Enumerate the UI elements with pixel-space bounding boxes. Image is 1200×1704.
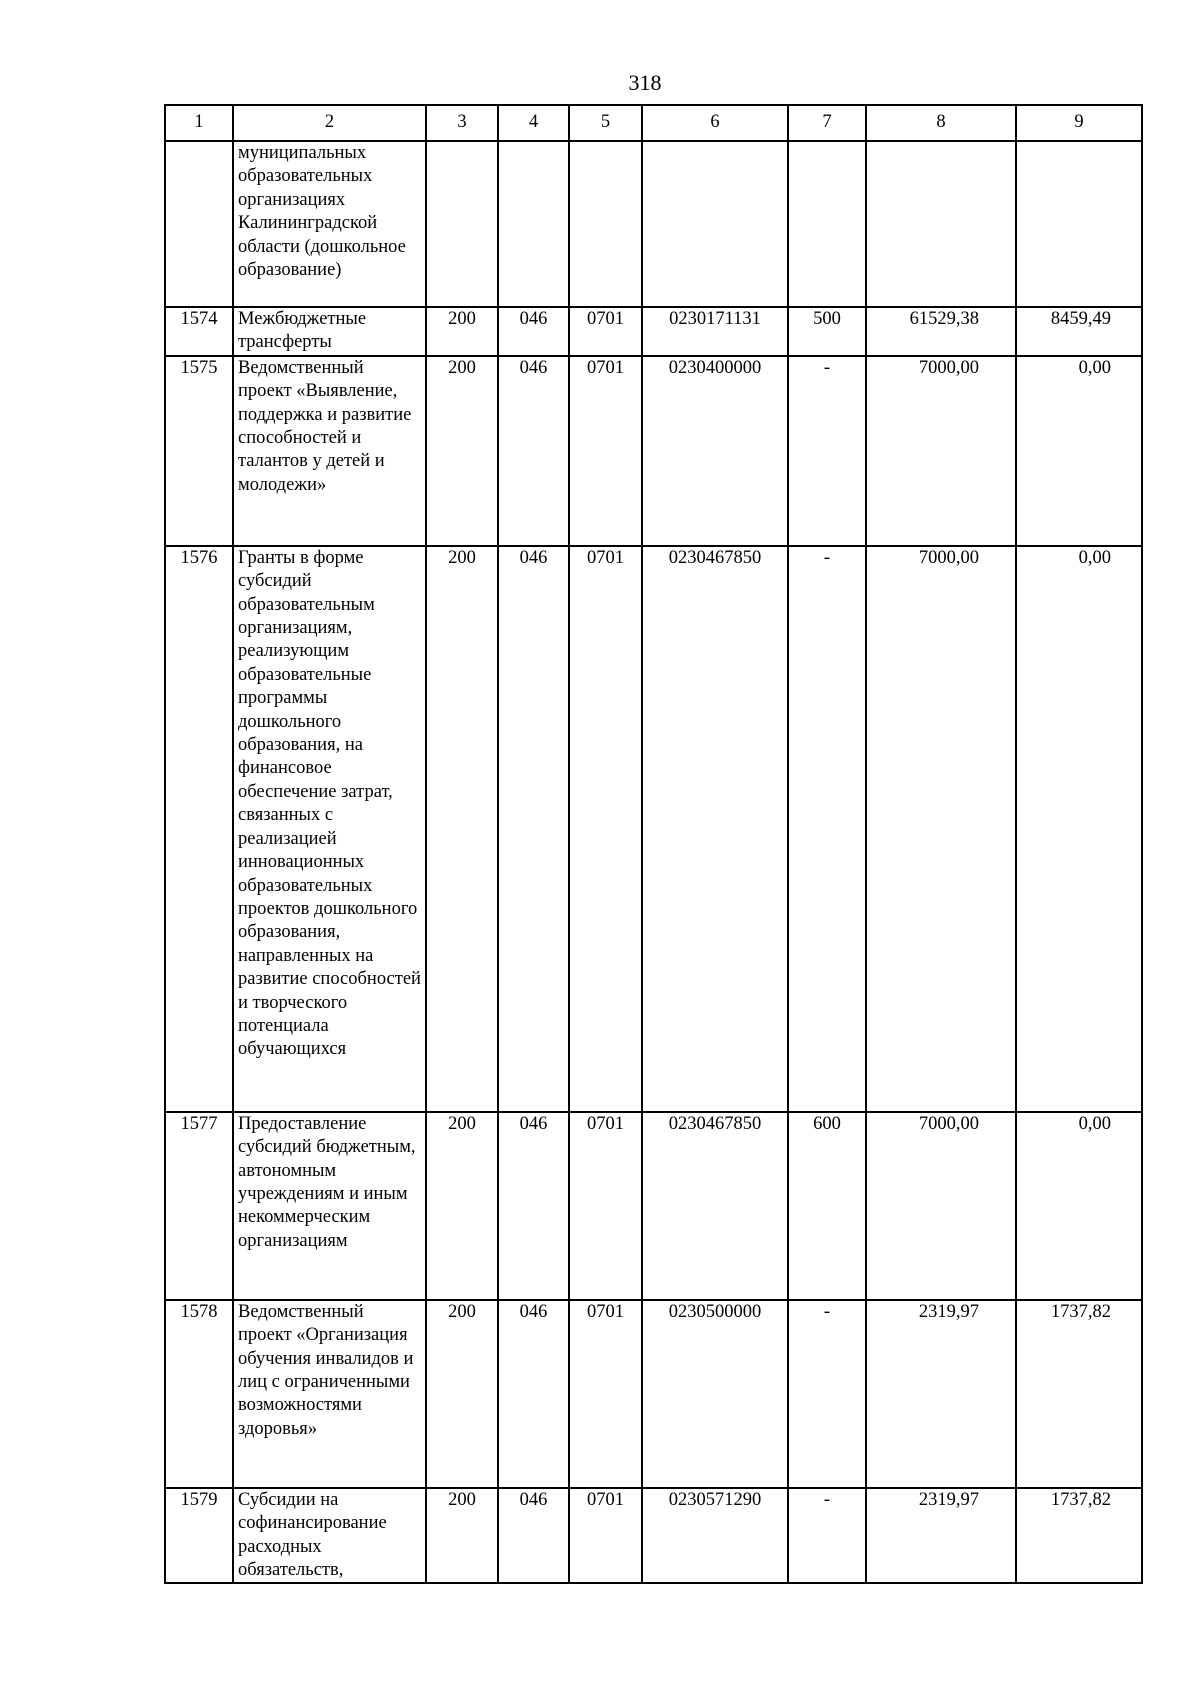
row-number: 1578 [165,1300,233,1488]
cell-col8: 7000,00 [866,546,1016,1112]
column-header: 4 [498,105,569,141]
cell-col7: 600 [788,1112,866,1300]
cell-col6: 0230171131 [642,307,788,356]
budget-table [164,104,1143,1584]
cell-col6: 0230500000 [642,1300,788,1488]
table-row [165,356,1142,546]
cell-col3: 200 [426,546,498,1112]
table-row [165,546,1142,1112]
row-number: 1579 [165,1488,233,1584]
cell-col8: 2319,97 [866,1300,1016,1488]
table-row [165,307,1142,356]
cell-col3: 200 [426,1112,498,1300]
cell-col8: 7000,00 [866,356,1016,546]
cell-col5: 0701 [569,546,642,1112]
row-description: муниципальных образовательных организациях Калининградской области (дошкольное образование) [233,141,426,307]
cell-col9: 1737,82 [1016,1300,1142,1488]
cell-col3: 200 [426,356,498,546]
cell-col8: 61529,38 [866,307,1016,356]
cell-col7: - [788,356,866,546]
cell-col4: 046 [498,356,569,546]
row-description: Гранты в форме субсидий образовательным организациям, реализующим образовательные программы дошкольного образования, на финансовое обеспечение затрат, связанных с реализацией инновационных образовательных проектов дошкольного образования, направленных на развитие способностей и творческого потенциала обучающихся [233,546,426,1112]
column-header: 7 [788,105,866,141]
cell-col3 [426,141,498,307]
cell-col7: 500 [788,307,866,356]
table-row [165,1300,1142,1488]
column-header: 6 [642,105,788,141]
row-description: Предоставление субсидий бюджетным, автономным учреждениям и иным некоммерческим организациям [233,1112,426,1300]
cell-col4: 046 [498,307,569,356]
row-description: Субсидии на софинансирование расходных обязательств, [233,1488,426,1584]
cell-col7: - [788,1300,866,1488]
row-number: 1576 [165,546,233,1112]
table-row [165,1112,1142,1300]
cell-col6: 0230467850 [642,546,788,1112]
column-header: 9 [1016,105,1142,141]
row-number: 1574 [165,307,233,356]
cell-col6: 0230400000 [642,356,788,546]
column-header: 5 [569,105,642,141]
row-number: 1575 [165,356,233,546]
column-header: 2 [233,105,426,141]
row-description: Ведомственный проект «Выявление, поддержка и развитие способностей и талантов у детей и молодежи» [233,356,426,546]
cell-col3: 200 [426,1300,498,1488]
cell-col7: - [788,1488,866,1584]
cell-col4: 046 [498,1488,569,1584]
cell-col6: 0230571290 [642,1488,788,1584]
cell-col5 [569,141,642,307]
cell-col6: 0230467850 [642,1112,788,1300]
cell-col9: 8459,49 [1016,307,1142,356]
row-number [165,141,233,307]
row-description: Межбюджетные трансферты [233,307,426,356]
cell-col5: 0701 [569,307,642,356]
cell-col5: 0701 [569,1112,642,1300]
column-header: 3 [426,105,498,141]
cell-col8: 7000,00 [866,1112,1016,1300]
cell-col6 [642,141,788,307]
cell-col4: 046 [498,1112,569,1300]
cell-col9: 0,00 [1016,356,1142,546]
cell-col9: 0,00 [1016,546,1142,1112]
header-row [165,105,1142,141]
column-header: 1 [165,105,233,141]
cell-col8 [866,141,1016,307]
column-header: 8 [866,105,1016,141]
cell-col9: 1737,82 [1016,1488,1142,1584]
cell-col4 [498,141,569,307]
row-description: Ведомственный проект «Организация обучения инвалидов и лиц с ограниченными возможностями здоровья» [233,1300,426,1488]
cell-col8: 2319,97 [866,1488,1016,1584]
cell-col4: 046 [498,1300,569,1488]
cell-col5: 0701 [569,356,642,546]
cell-col5: 0701 [569,1300,642,1488]
cell-col9 [1016,141,1142,307]
cell-col5: 0701 [569,1488,642,1584]
cell-col4: 046 [498,546,569,1112]
table-row [165,141,1142,307]
cell-col3: 200 [426,307,498,356]
cell-col9: 0,00 [1016,1112,1142,1300]
cell-col7: - [788,546,866,1112]
page-number: 318 [628,70,662,95]
table-row [165,1488,1142,1584]
cell-col7 [788,141,866,307]
cell-col3: 200 [426,1488,498,1584]
row-number: 1577 [165,1112,233,1300]
